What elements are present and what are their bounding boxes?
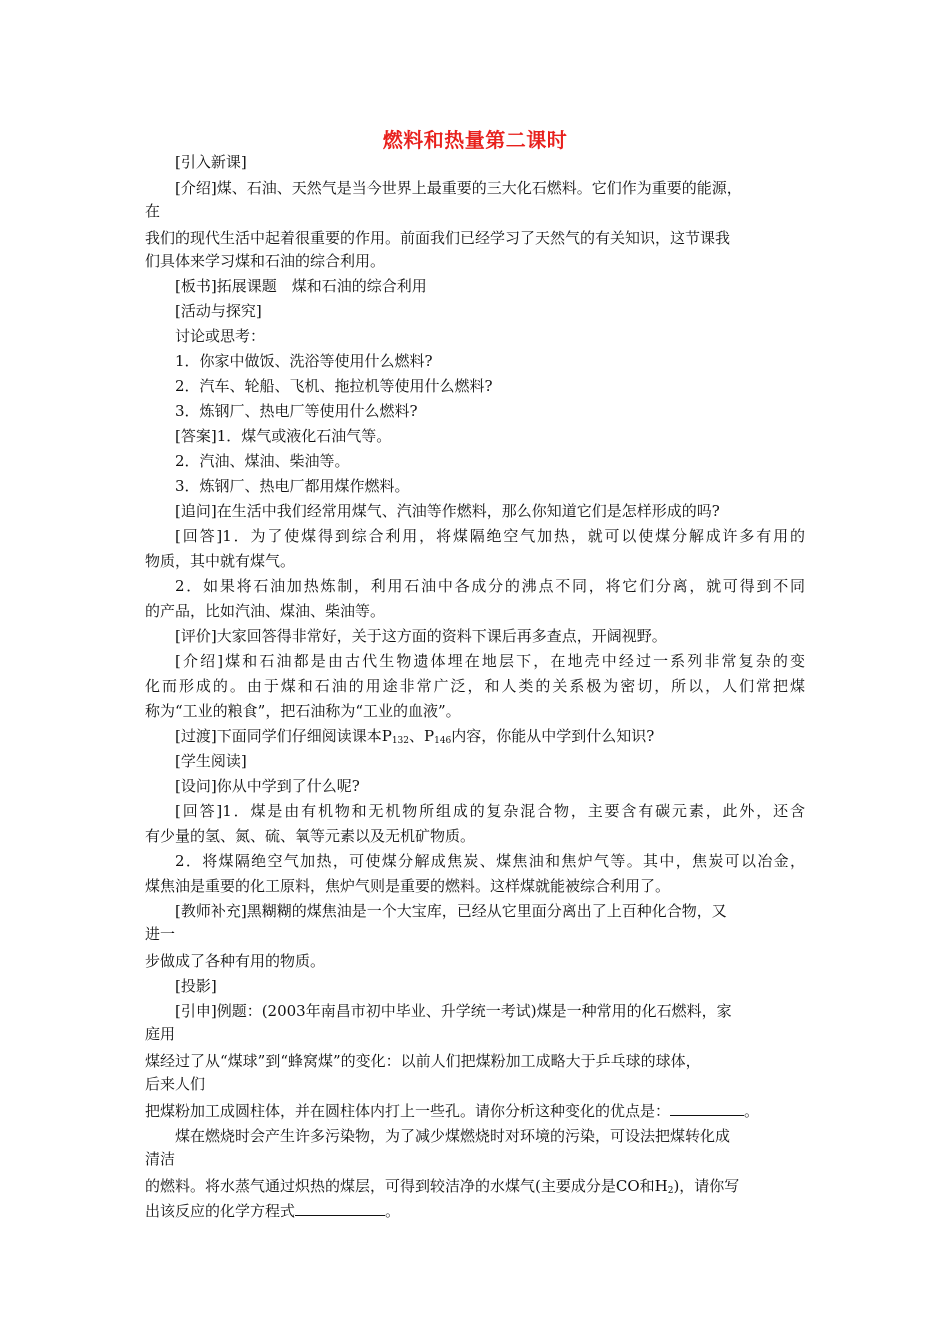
paragraph-line: [介绍]煤、石油、天然气是当今世界上最重要的三大化石燃料。它们作为重要的能源， [175,179,742,197]
paragraph-line: 步做成了各种有用的物质。 [145,952,326,970]
question-text: )，请你写 [673,1177,740,1195]
page-title: 燃料和热量第二课时 [382,128,568,152]
paragraph-line: 我们的现代生活中起着很重要的作用。前面我们已经学习了天然气的有关知识，这节课我 [145,229,731,247]
answer-line: [答案]1．煤气或液化石油气等。 [175,427,392,445]
paragraph-line: 煤经过了从“煤球”到“蜂窝煤”的变化：以前人们把煤粉加工成略大于乒乓球的球体， [145,1052,701,1070]
paragraph-line: [回答]1．煤是由有机物和无机物所组成的复杂混合物，主要含有碳元素，此外，还含 [175,802,805,820]
paragraph-line: 的产品，比如汽油、煤油、柴油等。 [145,602,386,620]
question-text: 的燃料。将水蒸气通过炽热的煤层，可得到较洁净的水煤气(主要成分是CO和H [145,1177,668,1195]
transition-text: 内容，你能从中学到什么知识? [451,727,655,745]
section-heading: [活动与探究] [175,302,262,320]
paragraph-line: 讨论或思考： [175,327,266,345]
paragraph-line: 2．将煤隔绝空气加热，可使煤分解成焦炭、煤焦油和焦炉气等。其中，焦炭可以冶金， [175,852,805,870]
section-heading: [学生阅读] [175,752,247,770]
question-end: 。 [385,1202,401,1220]
answer-line: 3．炼钢厂、热电厂都用煤作燃料。 [175,477,410,495]
answer-line: 2．汽油、煤油、柴油等。 [175,452,350,470]
paragraph-line: 庭用 [145,1025,176,1043]
question-line [145,1101,759,1121]
paragraph-line: 有少量的氢、氮、硫、氧等元素以及无机矿物质。 [145,827,476,845]
section-heading: [引入新课] [175,153,247,171]
paragraph-line: 清洁 [145,1150,176,1168]
paragraph-line: [引申]例题：(2003年南昌市初中毕业、升学统一考试)煤是一种常用的化石燃料，家 [175,1002,732,1020]
paragraph-line: [追问]在生活中我们经常用煤气、汽油等作燃料，那么你知道它们是怎样形成的吗? [175,502,720,520]
section-heading: [投影] [175,977,217,995]
answer-blank[interactable] [670,1101,744,1116]
answer-blank[interactable] [295,1201,385,1216]
list-item: 3．炼钢厂、热电厂等使用什么燃料? [175,402,418,420]
paragraph-line: [教师补充]黑糊糊的煤焦油是一个大宝库，已经从它里面分离出了上百种化合物，又 [175,902,727,920]
paragraph-line: 进一 [145,925,176,943]
transition-text: 、P [409,727,435,745]
paragraph-line: [板书]拓展课题 煤和石油的综合利用 [175,277,427,295]
question-line [145,1176,739,1196]
paragraph-line: 称为“工业的粮食”，把石油称为“工业的血液”。 [145,702,461,720]
page-subscript: 132 [391,736,409,746]
question-text: 把煤粉加工成圆柱体，并在圆柱体内打上一些孔。请你分析这种变化的优点是： [145,1102,671,1120]
question-line [145,1201,400,1221]
page-subscript: 146 [434,736,452,746]
transition-line [175,726,654,746]
paragraph-line: 化而形成的。由于煤和石油的用途非常广泛，和人类的关系极为密切，所以，人们常把煤 [145,677,805,695]
paragraph-line: 2．如果将石油加热炼制，利用石油中各成分的沸点不同，将它们分离，就可得到不同 [175,577,805,595]
list-item: 2．汽车、轮船、飞机、拖拉机等使用什么燃料? [175,377,493,395]
paragraph-line: 煤焦油是重要的化工原料，焦炉气则是重要的燃料。这样煤就能被综合利用了。 [145,877,671,895]
question-end: 。 [744,1102,760,1120]
paragraph-line: [介绍]煤和石油都是由古代生物遗体埋在地层下，在地壳中经过一系列非常复杂的变 [175,652,805,670]
paragraph-line: [设问]你从中学到了什么呢? [175,777,360,795]
paragraph-line: 物质，其中就有煤气。 [145,552,296,570]
paragraph-line: 煤在燃烧时会产生许多污染物，为了减少煤燃烧时对环境的污染，可设法把煤转化成 [175,1127,731,1145]
question-text: 出该反应的化学方程式 [145,1202,296,1220]
paragraph-line: 在 [145,202,161,220]
transition-text: [过渡]下面同学们仔细阅读课本P [175,727,392,745]
list-item: 1．你家中做饭、洗浴等使用什么燃料? [175,352,433,370]
paragraph-line: [评价]大家回答得非常好，关于这方面的资料下课后再多查点，开阔视野。 [175,627,667,645]
paragraph-line: 后来人们 [145,1075,206,1093]
paragraph-line: 们具体来学习煤和石油的综合利用。 [145,252,386,270]
formula-subscript: 2 [667,1186,674,1196]
paragraph-line: [回答]1．为了使煤得到综合利用，将煤隔绝空气加热，就可以使煤分解成许多有用的 [175,527,805,545]
